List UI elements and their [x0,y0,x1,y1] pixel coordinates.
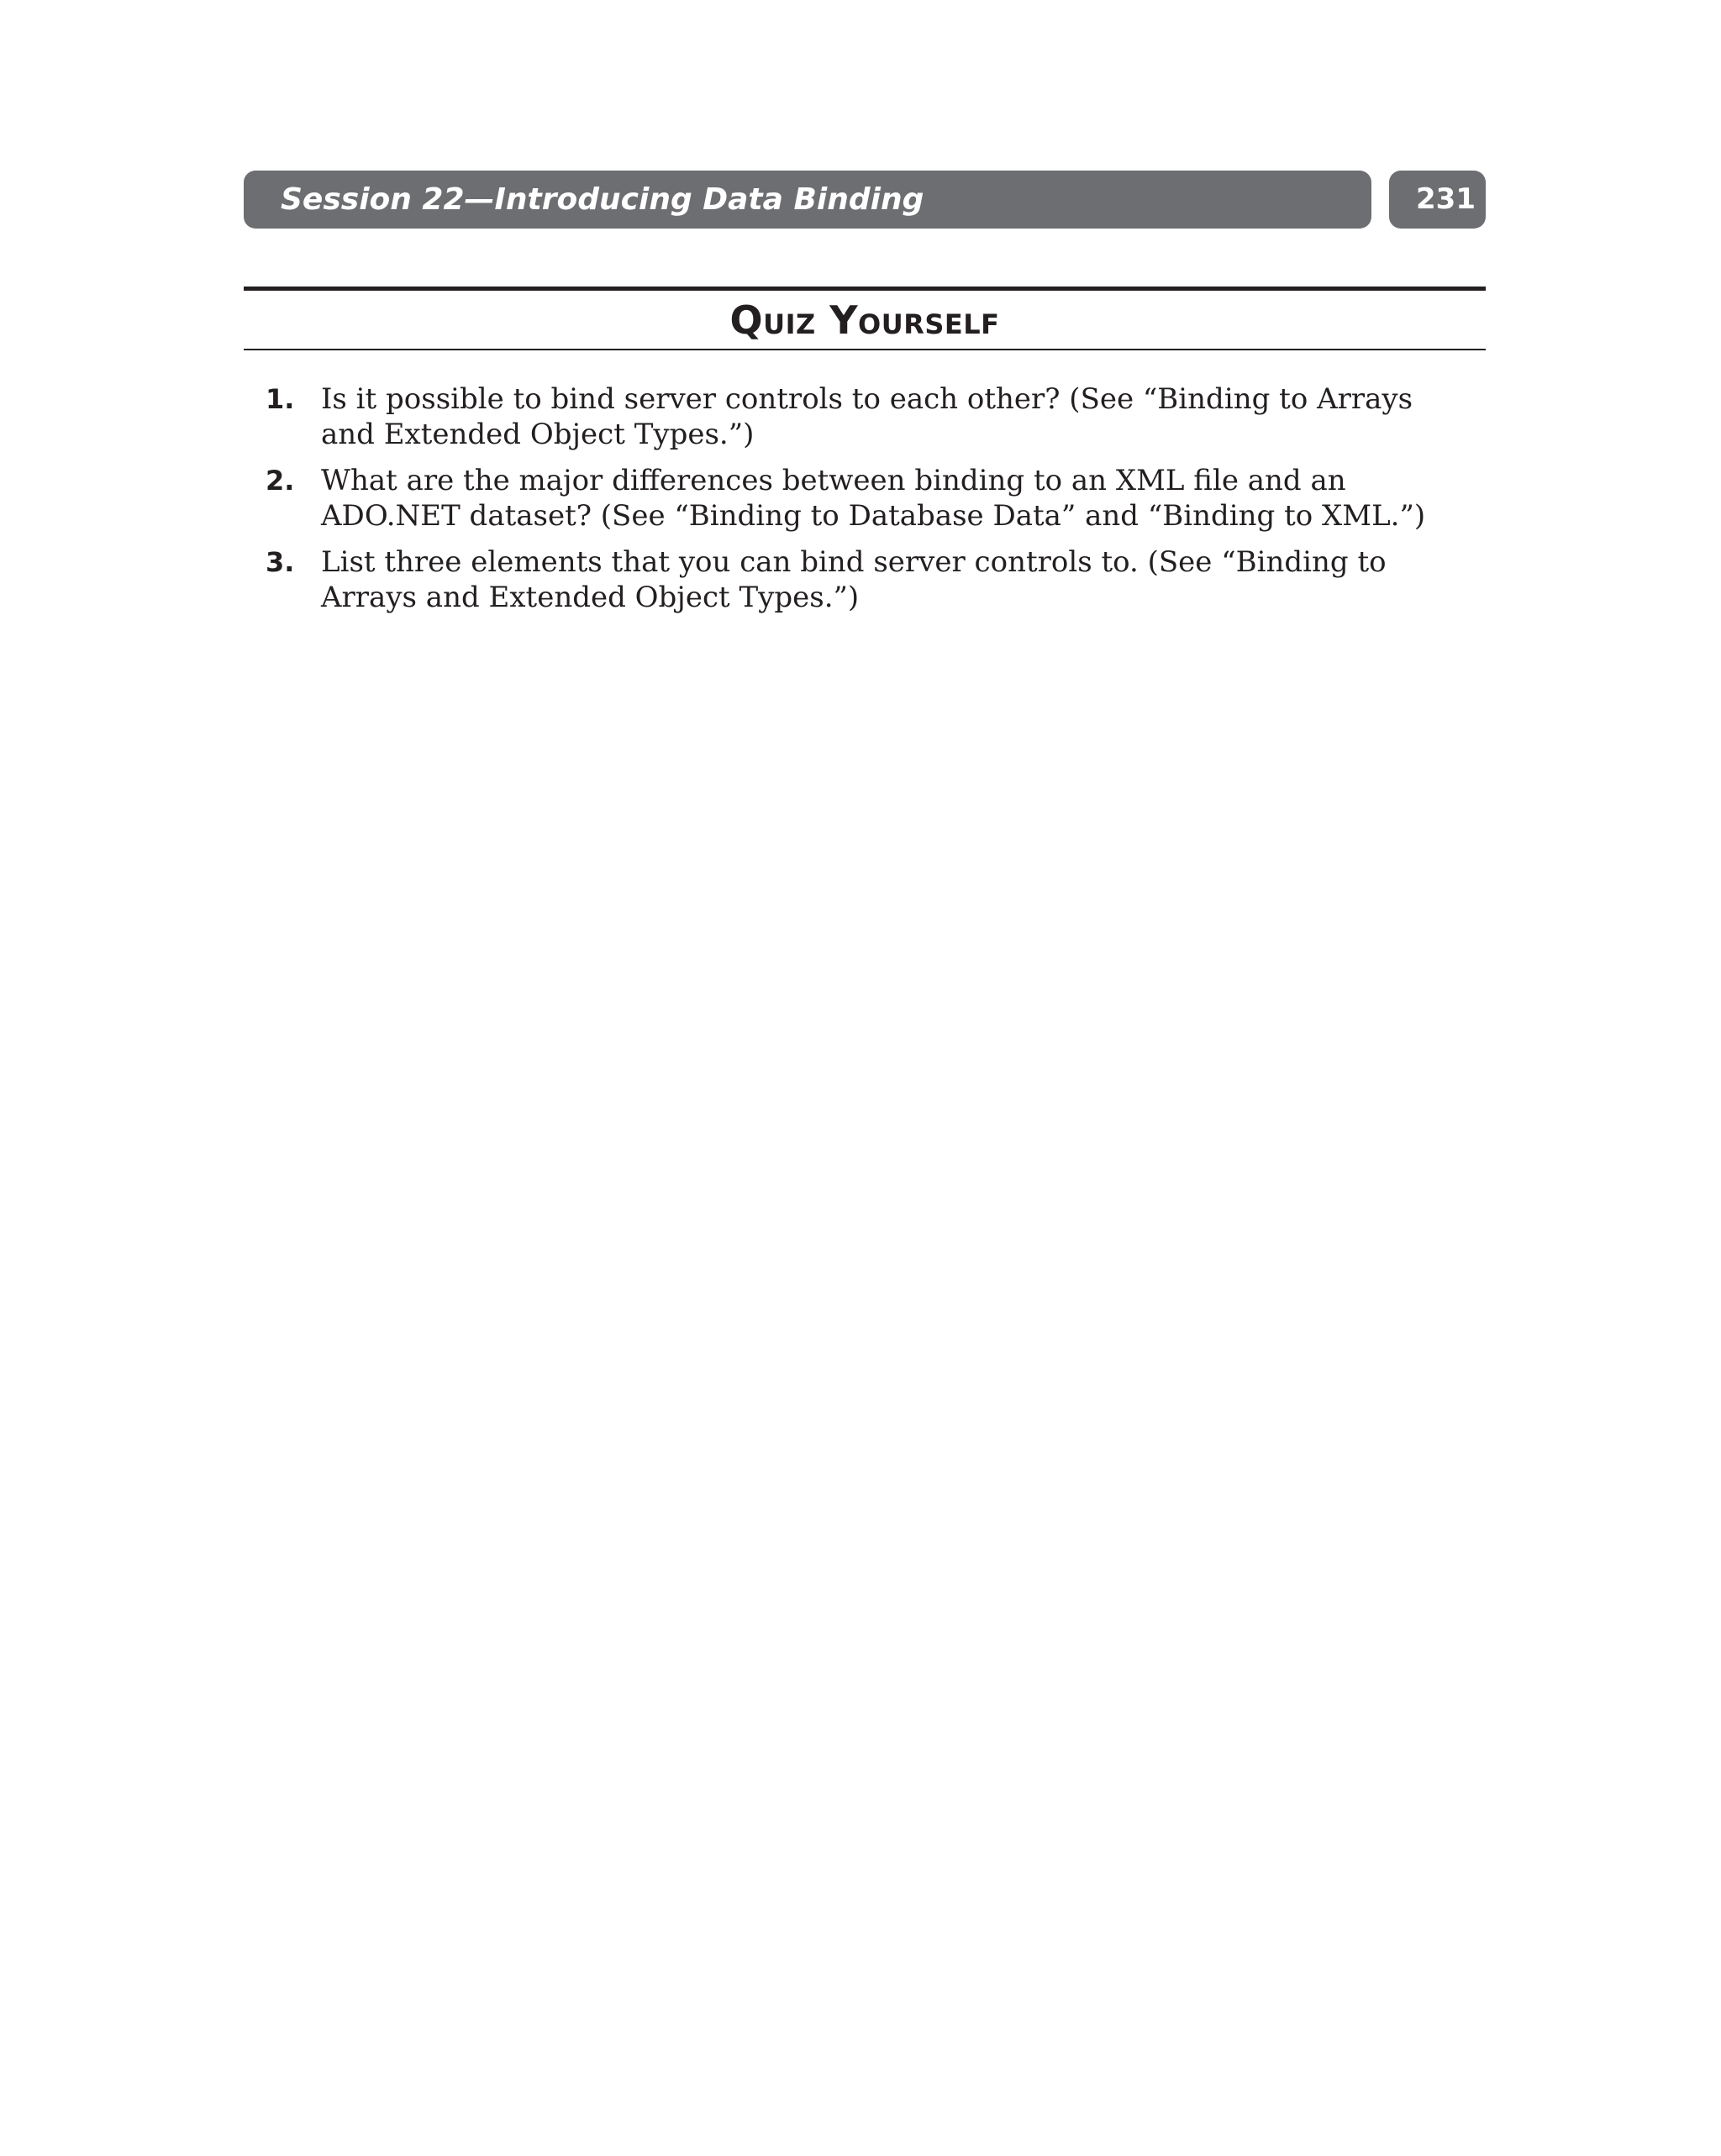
page-number: 231 [1416,182,1476,216]
quiz-list [266,381,1459,626]
quiz-item-text: Is it possible to bind server controls to each other? (See “Binding to Arrays and Extended Object Types.”) [321,382,1413,451]
quiz-item-number: 2. [266,465,295,497]
quiz-item-number: 1. [266,383,295,415]
section-rule-bottom [244,349,1486,350]
section-rule-top [244,287,1486,291]
page-number-box [1389,171,1486,229]
quiz-item [266,544,1459,615]
section-heading: Quiz Yourself [729,297,1000,343]
quiz-item-number: 3. [266,546,295,578]
running-head-title: Session 22—Introducing Data Binding [281,182,924,217]
running-head [244,171,1486,229]
quiz-item [266,381,1459,452]
running-head-title-bar [244,171,1371,229]
quiz-item [266,463,1459,534]
quiz-item-text: What are the major differences between binding to an XML file and an ADO.NET dataset? (See “Binding to Database Data” and “Binding to XML.”) [321,464,1426,533]
quiz-item-text: List three elements that you can bind server controls to. (See “Binding to Arrays and Extended Object Types.”) [321,545,1387,614]
